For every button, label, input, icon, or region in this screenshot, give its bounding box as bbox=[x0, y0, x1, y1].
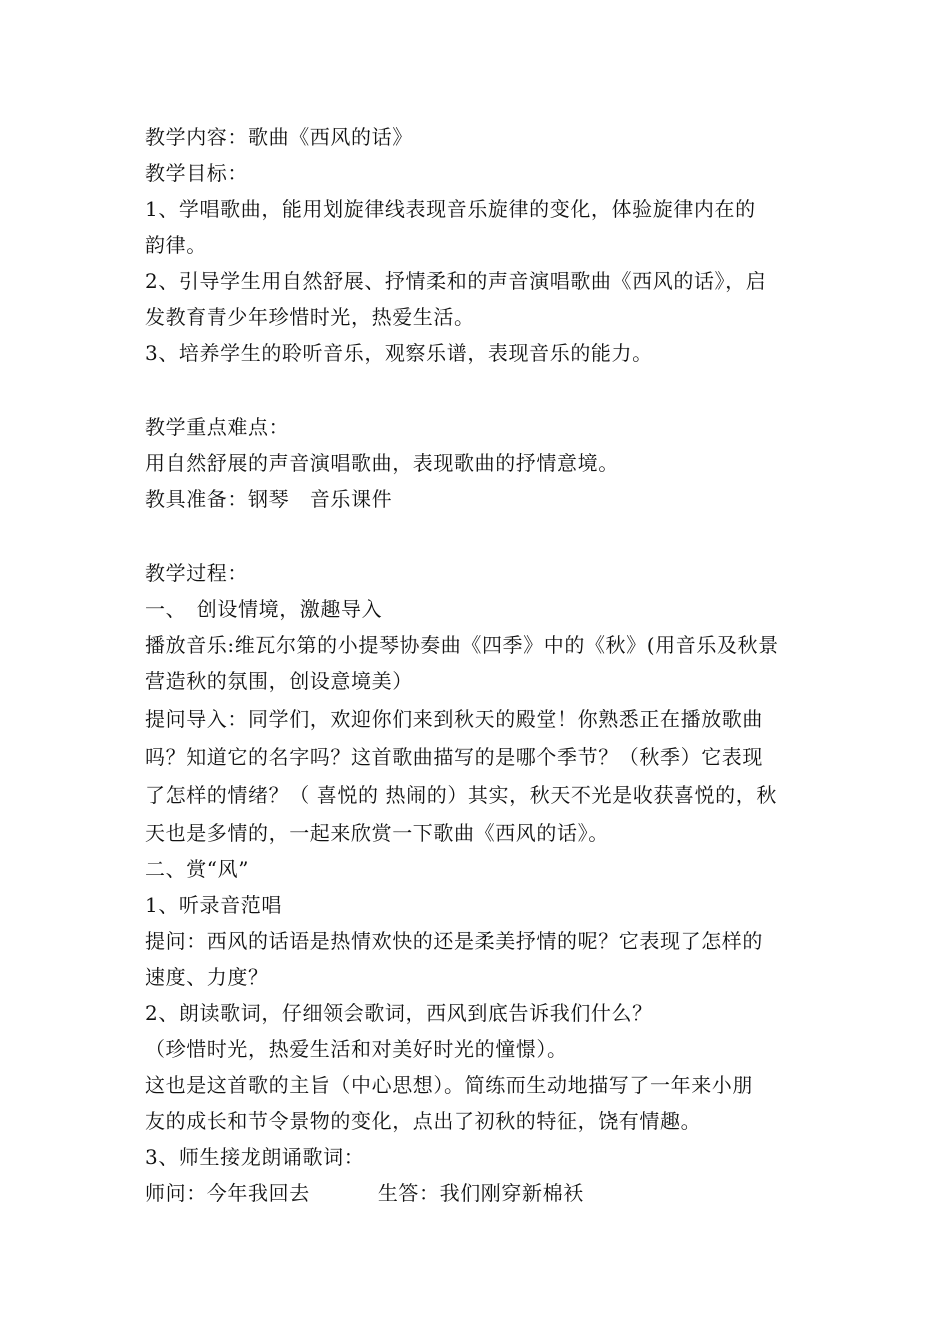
key-points-heading: 教学重点难点： bbox=[145, 415, 290, 439]
answer-line: （珍惜时光，热爱生活和对美好时光的憧憬）。 bbox=[145, 1037, 568, 1061]
play-music-line-2: 营造秋的氛围，创设意境美） bbox=[145, 669, 413, 693]
objective-3-line: 3、培养学生的聆听音乐，观察乐谱，表现音乐的能力。 bbox=[145, 341, 653, 365]
theme-line-2: 友的成长和节令景物的变化，点出了初秋的特征，饶有情趣。 bbox=[145, 1109, 702, 1133]
step-2-line: 2、朗读歌词，仔细领会歌词，西风到底告诉我们什么？ bbox=[145, 1001, 653, 1025]
teacher-question: 师问：今年我回去 bbox=[145, 1181, 310, 1205]
objective-1-line-2: 韵律。 bbox=[145, 233, 207, 257]
objectives-heading: 教学目标： bbox=[145, 161, 248, 185]
intro-question-line-4: 天也是多情的，一起来欣赏一下歌曲《西风的话》。 bbox=[145, 821, 609, 845]
objective-2-line-2: 发教育青少年珍惜时光，热爱生活。 bbox=[145, 305, 475, 329]
theme-line-1: 这也是这首歌的主旨（中心思想）。简练而生动地描写了一年来小朋 bbox=[145, 1073, 753, 1097]
step-1-line: 1、听录音范唱 bbox=[145, 893, 282, 917]
play-music-line-1: 播放音乐:维瓦尔第的小提琴协奏曲《四季》中的《秋》(用音乐及秋景 bbox=[145, 633, 779, 657]
teaching-aids-line: 教具准备：钢琴 音乐课件 bbox=[145, 487, 393, 511]
question-line-1: 提问：西风的话语是热情欢快的还是柔美抒情的呢？它表现了怎样的 bbox=[145, 929, 763, 953]
section-1-heading: 一、 创设情境，激趣导入 bbox=[145, 597, 383, 621]
intro-question-line-1: 提问导入：同学们，欢迎你们来到秋天的殿堂！你熟悉正在播放歌曲 bbox=[145, 707, 763, 731]
objective-1-line-1: 1、学唱歌曲，能用划旋律线表现音乐旋律的变化，体验旋律内在的 bbox=[145, 197, 756, 221]
lesson-content-line: 教学内容：歌曲《西风的话》 bbox=[145, 125, 413, 149]
intro-question-line-3: 了怎样的情绪？（ 喜悦的 热闹的）其实，秋天不光是收获喜悦的，秋 bbox=[145, 783, 777, 807]
step-3-line: 3、师生接龙朗诵歌词： bbox=[145, 1145, 365, 1169]
objective-2-line-1: 2、引导学生用自然舒展、抒情柔和的声音演唱歌曲《西风的话》，启 bbox=[145, 269, 767, 293]
key-points-text: 用自然舒展的声音演唱歌曲，表现歌曲的抒情意境。 bbox=[145, 451, 619, 475]
question-line-2: 速度、力度？ bbox=[145, 965, 269, 989]
dialogue-line bbox=[145, 1180, 815, 1206]
student-answer: 生答：我们刚穿新棉袄 bbox=[377, 1181, 584, 1205]
section-2-heading: 二、赏“风” bbox=[145, 857, 250, 881]
process-heading: 教学过程： bbox=[145, 561, 248, 585]
intro-question-line-2: 吗？知道它的名字吗？这首歌曲描写的是哪个季节？（秋季）它表现 bbox=[145, 745, 763, 769]
